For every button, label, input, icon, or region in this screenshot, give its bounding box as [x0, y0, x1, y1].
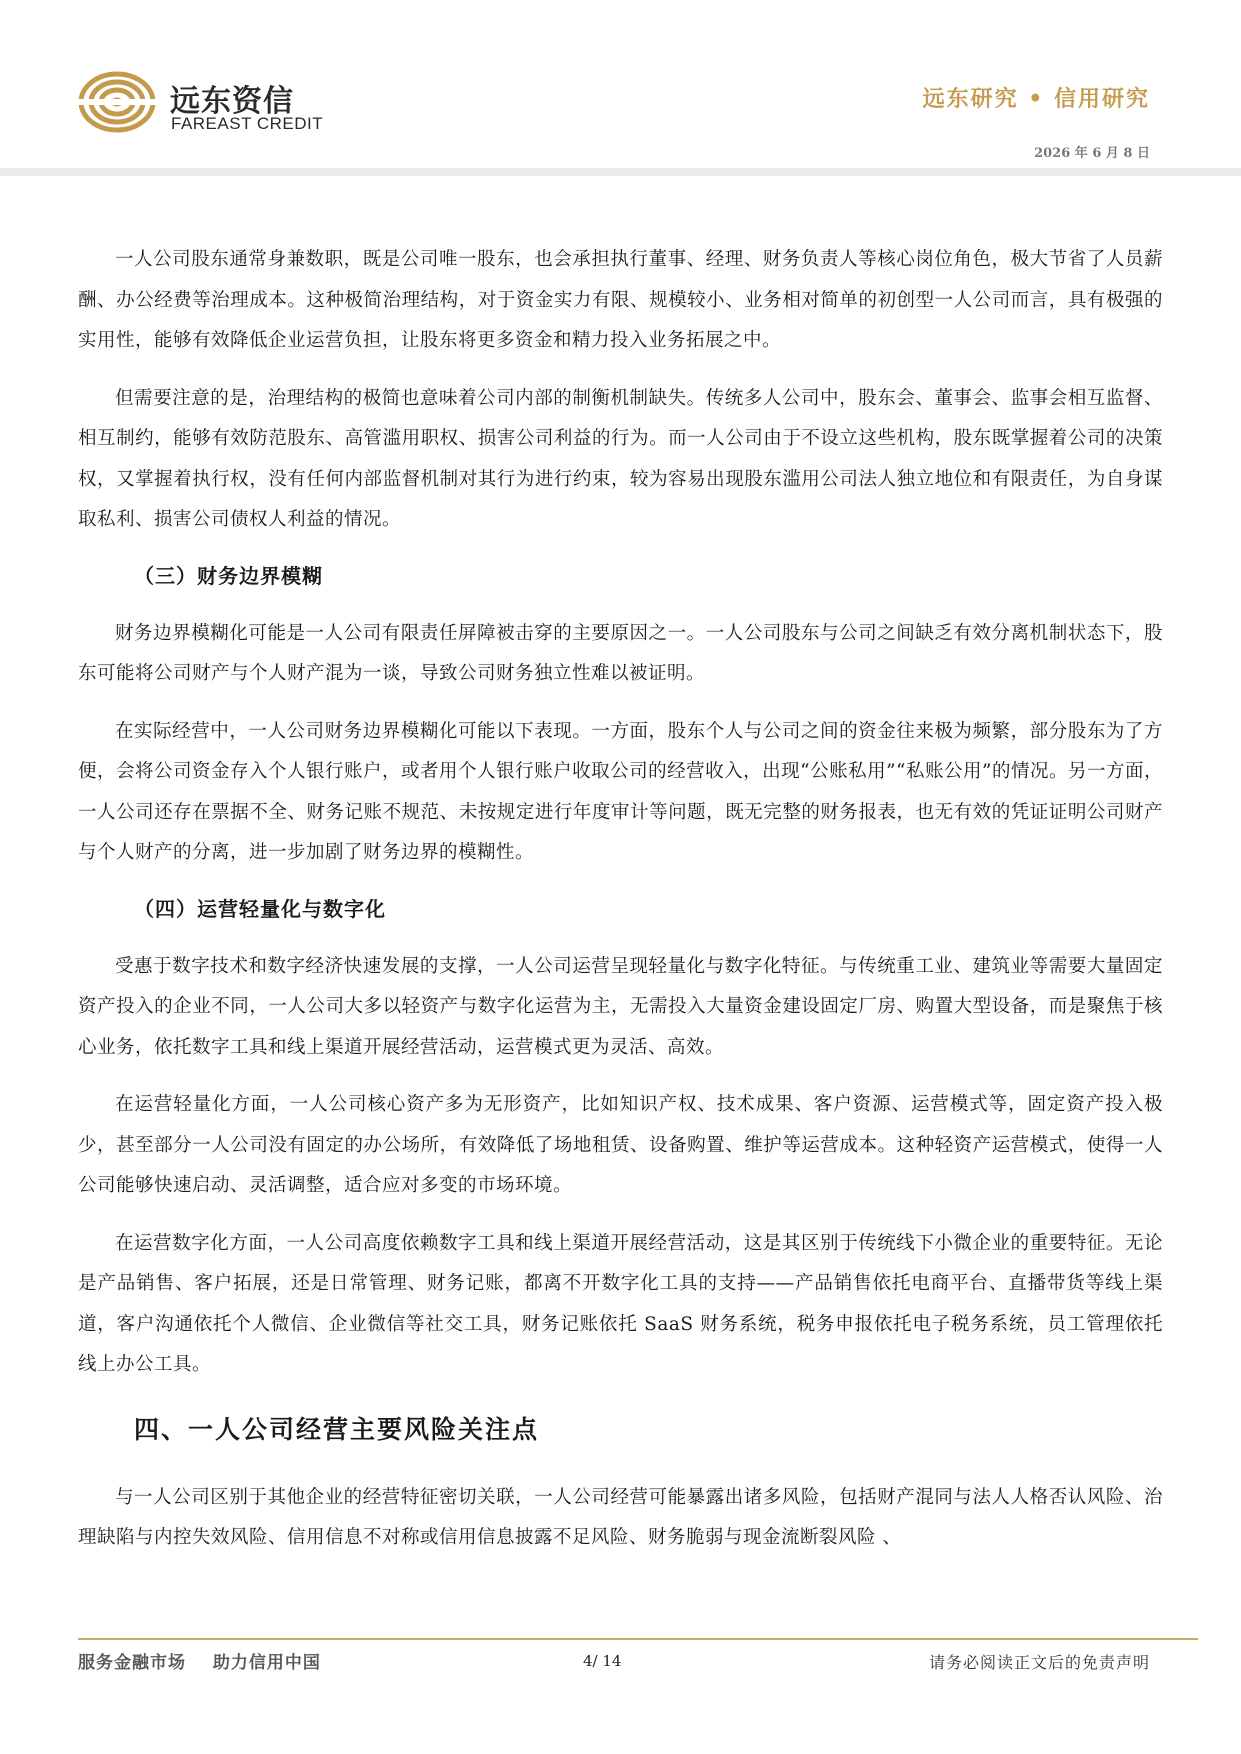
subsection-heading: （三）财务边界模糊 [134, 563, 323, 588]
paragraph: 在运营轻量化方面，一人公司核心资产多为无形资产，比如知识产权、技术成果、客户资源、运营模式等，固定资产投入极少，甚至部分一人公司没有固定的办公场所，有效降低了场地租赁、设备购置、维护等运营成本。这种轻资产运营模式，使得一人公司能够快速启动、灵活调整，适合应对多变的市场环境。 [78, 1094, 1163, 1196]
footer-divider [78, 1638, 1198, 1640]
footer-slogan [78, 1648, 341, 1673]
page-number: 4/ 14 [583, 1652, 622, 1670]
page-header [0, 0, 1241, 172]
paragraph: 在运营数字化方面，一人公司高度依赖数字工具和线上渠道开展经营活动，这是其区别于传统线下小微企业的重要特征。无论是产品销售、客户拓展，还是日常管理、财务记账，都离不开数字化工具的支持——产品销售依托电商平台、直播带货等线上渠道，客户沟通依托个人微信、企业微信等社交工具，财务记账依托 SaaS 财务系统，税务申报依托电子税务系统，员工管理依托线上办公工具。 [78, 1232, 1163, 1375]
document-body [78, 240, 1163, 1576]
paragraph: 在实际经营中，一人公司财务边界模糊化可能以下表现。一方面，股东个人与公司之间的资金往来极为频繁，部分股东为了方便，会将公司资金存入个人银行账户，或者用个人银行账户收取公司的经营收入，出现“公账私用”“私账公用”的情况。另一方面，一人公司还存在票据不全、财务记账不规范、未按规定进行年度审计等问题，既无完整的财务报表，也无有效的凭证证明公司财产与个人财产的分离，进一步加剧了财务边界的模糊性。 [78, 720, 1163, 863]
paragraph: 一人公司股东通常身兼数职，既是公司唯一股东，也会承担执行董事、经理、财务负责人等核心岗位角色，极大节省了人员薪酬、办公经费等治理成本。这种极简治理结构，对于资金实力有限、规模较小、业务相对简单的初创型一人公司而言，具有极强的实用性，能够有效降低企业运营负担，让股东将更多资金和精力投入业务拓展之中。 [78, 249, 1163, 351]
paragraph: 财务边界模糊化可能是一人公司有限责任屏障被击穿的主要原因之一。一人公司股东与公司之间缺乏有效分离机制状态下，股东可能将公司财产与个人财产混为一谈，导致公司财务独立性难以被证明。 [78, 622, 1163, 684]
disclaimer-note: 请务必阅读正文后的免责声明 [928, 1653, 1150, 1672]
paragraph: 与一人公司区别于其他企业的经营特征密切关联，一人公司经营可能暴露出诸多风险，包括财产混同与法人人格否认风险、治理缺陷与内控失效风险、信用信息不对称或信用信息披露不足风险、财务脆弱与现金流断裂风险 、 [78, 1486, 1163, 1548]
subsection-heading: （四）运营轻量化与数字化 [134, 896, 386, 921]
footer-slogan-2: 助力信用中国 [212, 1653, 321, 1673]
fareast-logo-icon [78, 70, 156, 134]
brand-name-en: FAREAST CREDIT [171, 114, 324, 133]
footer-slogan-1: 服务金融市场 [78, 1653, 186, 1673]
section-heading: 四、一人公司经营主要风险关注点 [134, 1414, 540, 1444]
report-series: 远东研究 • 信用研究 [922, 86, 1150, 112]
header-divider [0, 168, 1241, 176]
brand-name-cn: 远东资信 [170, 84, 294, 119]
report-date: 2026 年 6 月 8 日 [1034, 146, 1150, 161]
paragraph: 但需要注意的是，治理结构的极简也意味着公司内部的制衡机制缺失。传统多人公司中，股东会、董事会、监事会相互监督、相互制约，能够有效防范股东、高管滥用职权、损害公司利益的行为。而一人公司由于不设立这些机构，股东既掌握着公司的决策权，又掌握着执行权，没有任何内部监督机制对其行为进行约束，较为容易出现股东滥用公司法人独立地位和有限责任，为自身谋取私利、损害公司债权人利益的情况。 [78, 387, 1163, 530]
paragraph: 受惠于数字技术和数字经济快速发展的支撑，一人公司运营呈现轻量化与数字化特征。与传统重工业、建筑业等需要大量固定资产投入的企业不同，一人公司大多以轻资产与数字化运营为主，无需投入大量资金建设固定厂房、购置大型设备，而是聚焦于核心业务，依托数字工具和线上渠道开展经营活动，运营模式更为灵活、高效。 [78, 955, 1163, 1058]
